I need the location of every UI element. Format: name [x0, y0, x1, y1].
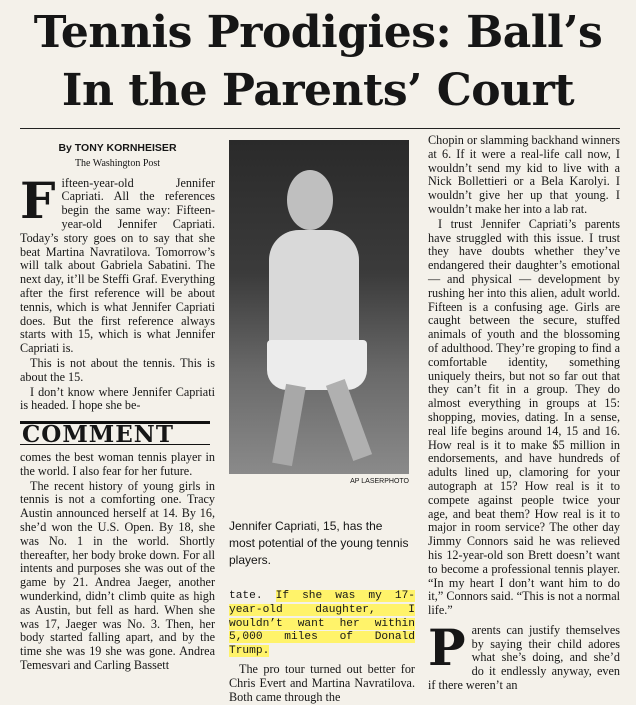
column-2	[229, 590, 415, 705]
column-3-paragraph-3	[428, 617, 620, 693]
pull-quote	[229, 590, 415, 659]
dropcap-f: F	[20, 170, 56, 230]
column-2-paragraph: The pro tour turned out better for Chris Evert and Martina Navratilova. Both came through the	[229, 661, 415, 704]
column-1	[20, 142, 215, 674]
highlighted-quote: If she was my 17-year-old daughter, I wouldn’t want her within 5,000 miles of Donald Trump.	[229, 590, 415, 658]
photo-figure-leg	[272, 384, 306, 466]
headline	[12, 4, 624, 120]
paragraph-3: I don’t know where Jennifer Capriati is headed. I hope she be-	[20, 384, 215, 413]
column-3	[428, 134, 620, 694]
headline-line-1: Tennis Prodigies: Ball’s	[33, 7, 603, 58]
photo-figure-body	[269, 230, 359, 350]
column-3-paragraph-2: I trust Jennifer Capriati’s parents have struggled with this issue. I trust they have doubts whether they’ve endangered their daughter’s emotional — and physical — development by rushing her into this alien, adult world. Fifteen is a confusing age. Girls are caught between the secure, stuffed animals of youth and the blossoming of adulthood. They’re groping to find a comfortable identity, something uniquely theirs, but not so far out that they can’t fit in a group. They do almost everything in groups at 15: shopping, movies, dating. In a sense, real life begins around 14, 15 and 16. How real is it to make $5 million in endorsements, and have hundreds of adults lined up, clamoring for your autograph at 15? How real is it to compete against people twice your age, and beat them? How real is it to major in room service? The other day Jimmy Connors said he was relieved his 12-year-old son Brett doesn’t want to become a professional tennis player. “In my heart I don’t want him to do it,” Connors said. “This is not a normal life.”	[428, 216, 620, 618]
photo-jennifer-capriati	[229, 140, 409, 474]
byline-outlet: The Washington Post	[74, 157, 161, 169]
photo-figure-head	[287, 170, 333, 230]
photo-credit: AP LASERPHOTO	[350, 478, 409, 485]
paragraph-4: comes the best woman tennis player in the world. I also fear for her future.	[20, 449, 215, 478]
comment-section-label: COMMENT	[20, 421, 210, 445]
pull-quote-lead: tate.	[229, 590, 263, 602]
lead-paragraph-text: ifteen-year-old Jennifer Capriati. All the references begin the same way: Fifteen-year-old Jennifer Capriati. Today’s story goes on to say that she beat Martina Navratilova. Tomorrow’s will talk about Gabriela Sabatini. The next day, it’ll be Steffi Graf. Everything after the first reference will be about tennis, which is what Jennifer Capriati does. But the first reference always starts with 15, which is what Jennifer Capriati is.	[20, 175, 215, 356]
photo-figure-skirt	[267, 340, 367, 390]
column-3-paragraph-1: Chopin or slamming backhand winners at 6. If it were a real-life call now, I wouldn’t send my kid to live with a Nick Bollettieri or a Bela Karolyi. I wouldn’t give her up that young. I wouldn’t make her into a lab rat.	[428, 133, 620, 216]
paragraph-2: This is not about the tennis. This is about the 15.	[20, 355, 215, 384]
dropcap-p: P	[428, 617, 466, 677]
byline-author: By TONY KORNHEISER	[58, 142, 177, 154]
headline-rule	[20, 128, 620, 129]
photo-caption: Jennifer Capriati, 15, has the most potential of the young tennis players.	[229, 519, 409, 567]
headline-line-2: In the Parents’ Court	[61, 65, 575, 116]
column-3-paragraph-3-text: arents can justify themselves by saying their child adores what she’s doing, and she’d do it endlessly anyway, even if there weren’t an	[428, 622, 620, 693]
photo-figure-leg	[326, 379, 372, 461]
paragraph-5: The recent history of young girls in tennis is not a comforting one. Tracy Austin announced herself at 14. By 16, she’d won the U.S. Open. By 18, she was No. 1 in the world. Shortly thereafter, her body broke down. For all intents and purposes she was out of the game by 21. Andrea Jaeger, another wunderkind, didn’t climb quite as high as Austin, but fell as hard. When she was 17, Jaeger was No. 3. Then, her body started falling apart, and by the time she was 19 she was gone. Andrea Temesvari and Carling Bassett	[20, 478, 215, 672]
lead-paragraph	[20, 170, 215, 356]
